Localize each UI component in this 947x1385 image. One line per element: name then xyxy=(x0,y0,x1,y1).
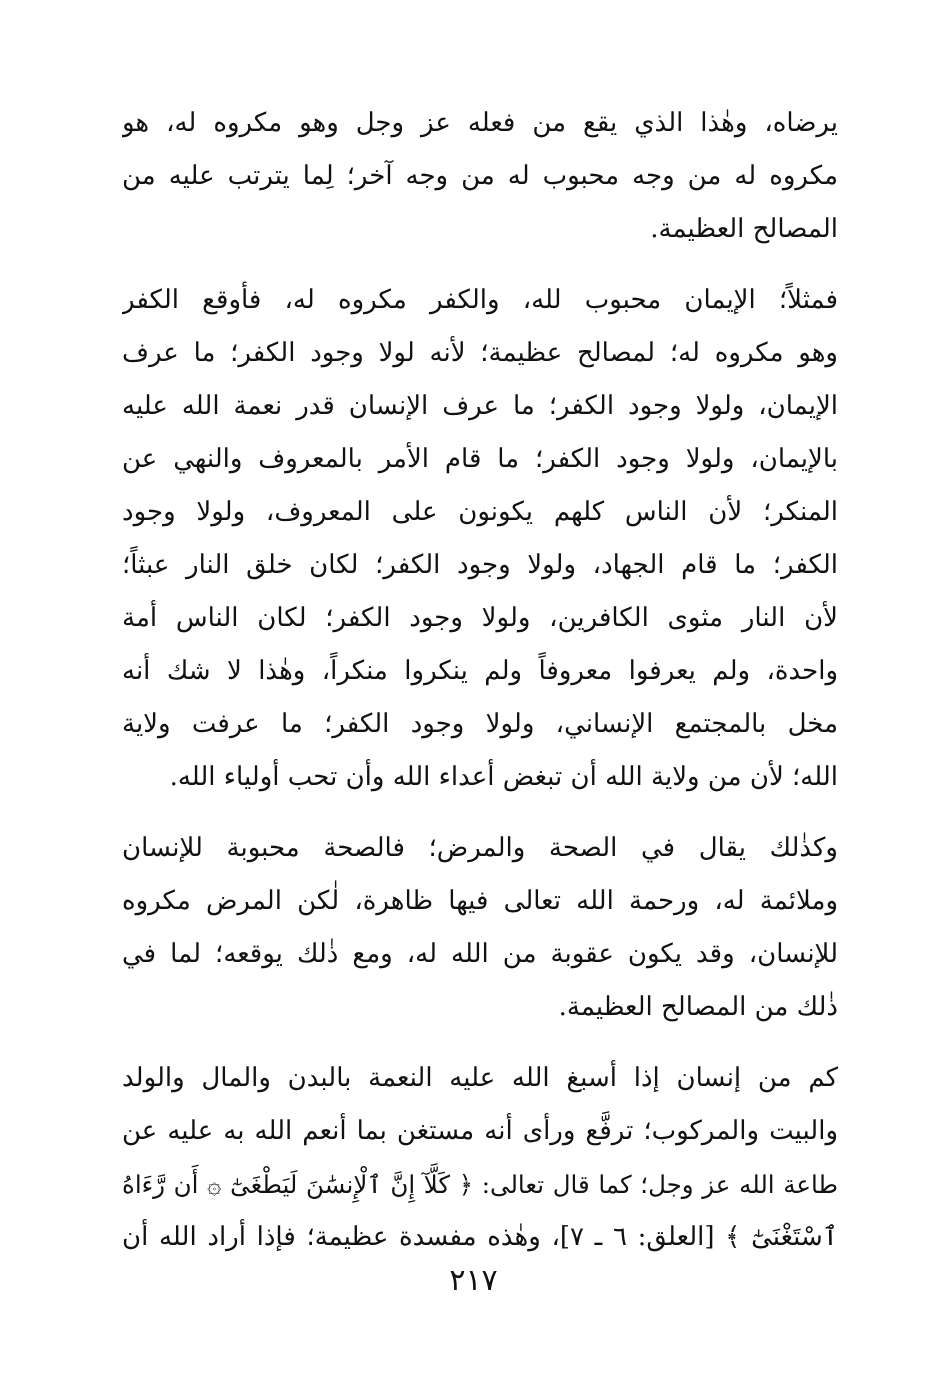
paragraph-spacer xyxy=(122,1034,838,1052)
text-line: مكروه له من وجه محبوب له من وجه آخر؛ لِما يترتب عليه من xyxy=(122,161,838,191)
body-text xyxy=(122,97,838,1264)
paragraph-spacer xyxy=(122,804,838,822)
text-line: بالإيمان، ولولا وجود الكفر؛ ما قام الأمر بالمعروف والنهي عن xyxy=(122,444,838,474)
text-line: يرضاه، وهٰذا الذي يقع من فعله عز وجل وهو مكروه له، هو xyxy=(122,108,838,138)
paragraph-4 xyxy=(122,1052,838,1264)
text-line: ٱسْتَغْنَىٰٓ ﴾ [العلق: ٦ ـ ٧]، وهٰذه مفسدة عظيمة؛ فإذا أراد الله أن xyxy=(122,1222,838,1252)
text-line: واحدة، ولم يعرفوا معروفاً ولم ينكروا منكراً، وهٰذا لا شك أنه xyxy=(122,656,838,686)
text-line: الكفر؛ ما قام الجهاد، ولولا وجود الكفر؛ لكان خلق النار عبثاً؛ xyxy=(122,550,838,580)
text-line: لأن النار مثوى الكافرين، ولولا وجود الكفر؛ لكان الناس أمة xyxy=(122,603,838,633)
text-line: كم من إنسان إذا أسبغ الله عليه النعمة بالبدن والمال والولد xyxy=(122,1063,838,1093)
page-number: ٢١٧ xyxy=(449,1263,498,1298)
text-line: وكذٰلك يقال في الصحة والمرض؛ فالصحة محبوبة للإنسان xyxy=(122,833,838,863)
text-line: المنكر؛ لأن الناس كلهم يكونون على المعروف، ولولا وجود xyxy=(122,497,838,527)
paragraph-2 xyxy=(122,274,838,804)
text-line: الإيمان، ولولا وجود الكفر؛ ما عرف الإنسان قدر نعمة الله عليه xyxy=(122,391,838,421)
text-line: الله؛ لأن من ولاية الله أن تبغض أعداء الله وأن تحب أولياء الله. xyxy=(169,762,838,792)
text-line: للإنسان، وقد يكون عقوبة من الله له، ومع ذٰلك يوقعه؛ لما في xyxy=(122,939,838,969)
paragraph-1 xyxy=(122,97,838,256)
paragraph-3 xyxy=(122,822,838,1034)
text-line: ذٰلك من المصالح العظيمة. xyxy=(558,992,838,1022)
text-line: فمثلاً؛ الإيمان محبوب لله، والكفر مكروه له، فأوقع الكفر xyxy=(122,285,838,315)
text-line: وهو مكروه له؛ لمصالح عظيمة؛ لأنه لولا وجود الكفر؛ ما عرف xyxy=(122,338,838,368)
text-line: المصالح العظيمة. xyxy=(650,214,838,244)
text-line: مخل بالمجتمع الإنساني، ولولا وجود الكفر؛ ما عرفت ولاية xyxy=(122,709,838,739)
text-line: وملائمة له، ورحمة الله تعالى فيها ظاهرة، لٰكن المرض مكروه xyxy=(122,886,838,916)
text-line: طاعة الله عز وجل؛ كما قال تعالى: ﴿ كَلَّآ إِنَّ ٱلْإِنسَٰنَ لَيَطْغَىٰٓ ۞ أَن رَّءَاهُ xyxy=(122,1170,838,1199)
paragraph-spacer xyxy=(122,256,838,274)
text-line: والبيت والمركوب؛ ترفَّع ورأى أنه مستغن بما أنعم الله به عليه عن xyxy=(122,1116,838,1146)
